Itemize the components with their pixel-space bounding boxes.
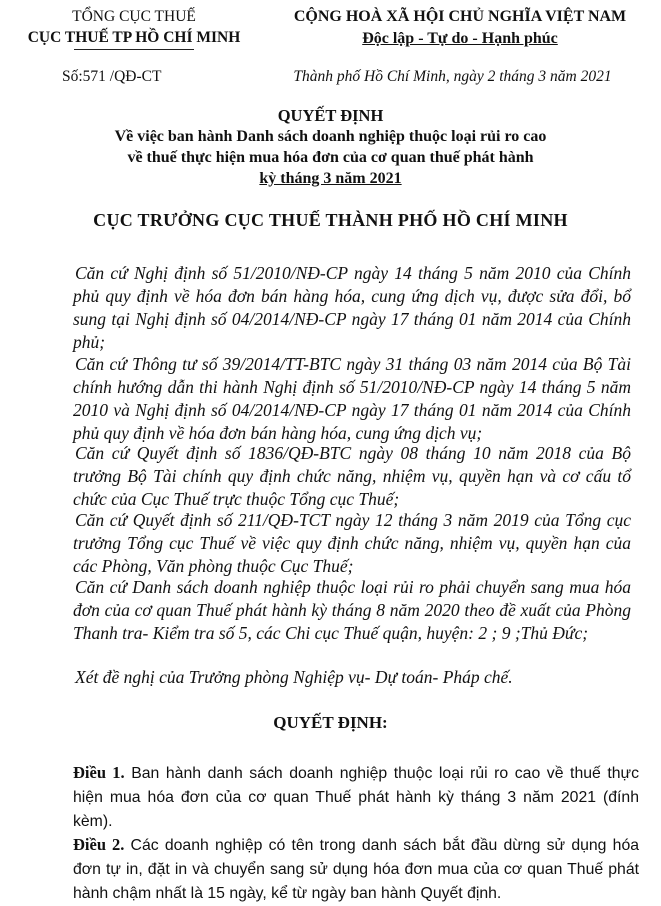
agency-parent: TỔNG CỤC THUẾ [72,8,196,25]
preamble-paragraph: Căn cứ Danh sách doanh nghiệp thuộc loại rủi ro phải chuyển sang mua hóa đơn của cơ quan Thuế phát hành kỳ tháng 8 năm 2020 theo đề xuất của Phòng Thanh tra- Kiểm tra số 5, các Chi cục Thuế quận, huyện: 2 ; 9 ;Thủ Đức; [73,577,631,643]
country-name: CỘNG HOÀ XÃ HỘI CHỦ NGHĨA VIỆT NAM [293,8,627,25]
preamble-paragraph: Căn cứ Nghị định số 51/2010/NĐ-CP ngày 14 tháng 5 năm 2010 của Chính phủ quy định về hóa đơn bán hàng hóa, cung ứng dịch vụ, được sửa đổi, bổ sung tại Nghị định số 04/2014/NĐ-CP ngày 17 tháng 01 năm 2014 của Chính phủ; [73,263,631,352]
preamble-paragraph: Căn cứ Thông tư số 39/2014/TT-BTC ngày 31 tháng 03 năm 2014 của Bộ Tài chính hướng dẫn thi hành Nghị định số 51/2010/NĐ-CP ngày 14 tháng 5 năm 2010 và Nghị định số 04/2014/NĐ-CP ngày 17 tháng 01 năm 2014 của Chính phủ quy định về hóa đơn bán hàng hóa, cung ứng dịch vụ; [73,354,631,443]
article-label: Điều 1. [73,763,125,782]
decision-heading: QUYẾT ĐỊNH: [273,713,388,732]
document-type: QUYẾT ĐỊNH [277,106,384,125]
agency-underline [74,49,194,50]
subject-line-2: về thuế thực hiện mua hóa đơn của cơ quan thuế phát hành [127,149,534,166]
document-number: Số:571 /QĐ-CT [62,68,162,85]
subject-line-3: kỳ tháng 3 năm 2021 [259,170,402,187]
national-heading [255,6,661,50]
issuing-authority: CỤC TRƯỞNG CỤC THUẾ THÀNH PHỐ HỒ CHÍ MINH [93,210,568,230]
issuing-agency [0,6,268,50]
subject-line-1: Về việc ban hành Danh sách doanh nghiệp thuộc loại rủi ro cao [114,128,547,145]
article-text: Ban hành danh sách doanh nghiệp thuộc loại rủi ro cao về thuế thực hiện mua hóa đơn của cơ quan Thuế phát hành kỳ tháng 3 năm 2021 (đính kèm). [73,765,640,830]
document-subject [0,126,661,189]
document-date: Thành phố Hồ Chí Minh, ngày 2 tháng 3 năm 2021 [293,68,612,85]
preamble-paragraph: Căn cứ Quyết định số 211/QĐ-TCT ngày 12 tháng 3 năm 2019 của Tổng cục trưởng Tổng cục Thuế về việc quy định chức năng, nhiệm vụ, quyền hạn của các Phòng, Văn phòng thuộc Cục Thuế; [73,510,631,576]
preamble-paragraph: Căn cứ Quyết định số 1836/QĐ-BTC ngày 08 tháng 10 năm 2018 của Bộ trưởng Bộ Tài chính quy định chức năng, nhiệm vụ, quyền hạn và cơ cấu tổ chức của Cục Thuế trực thuộc Tổng cục Thuế; [73,443,631,509]
agency-name: CỤC THUẾ TP HỒ CHÍ MINH [27,29,241,46]
preamble-paragraph: Xét đề nghị của Trưởng phòng Nghiệp vụ- Dự toán- Pháp chế. [75,667,513,687]
article-text: Các doanh nghiệp có tên trong danh sách bắt đầu dừng sử dụng hóa đơn tự in, đặt in và chuyển sang sử dụng hóa đơn mua của cơ quan Thuế phát hành chậm nhất là 15 ngày, kể từ ngày ban hành Quyết định. [73,837,640,902]
national-motto: Độc lập - Tự do - Hạnh phúc [362,30,558,47]
article-1 [0,761,639,834]
article-2 [0,833,639,906]
article-label: Điều 2. [73,835,125,854]
